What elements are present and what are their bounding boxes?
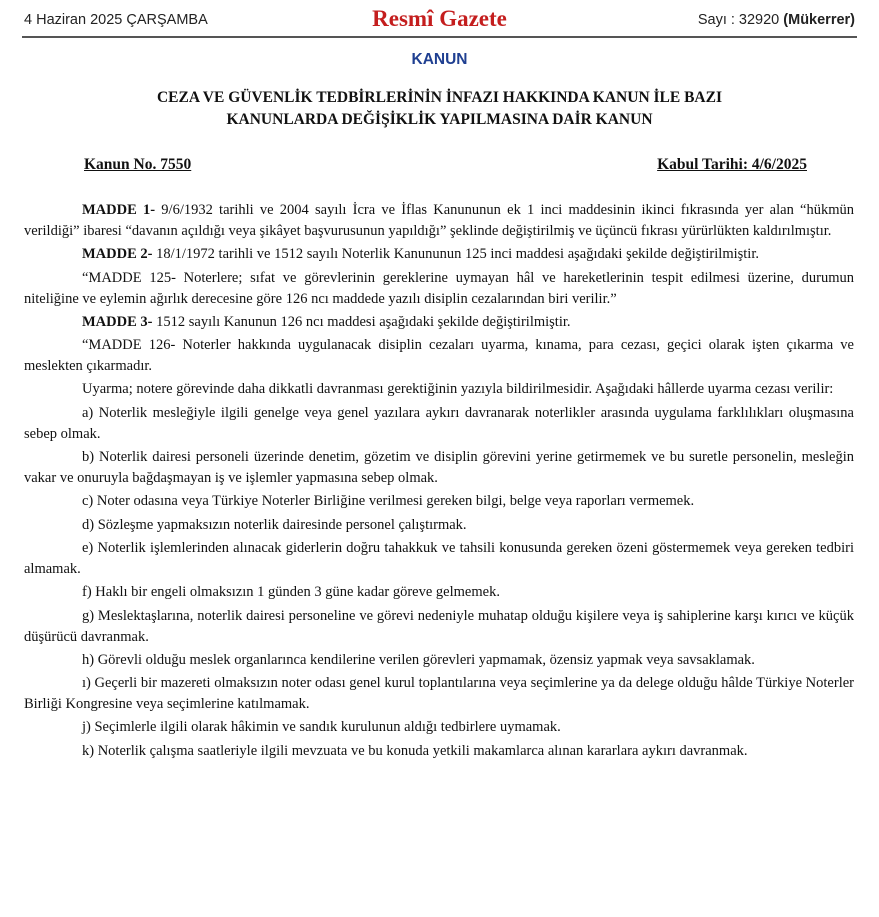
law-paragraph xyxy=(24,582,854,603)
acceptance-date: Kabul Tarihi: 4/6/2025 xyxy=(657,156,807,173)
paragraph-text: a) Noterlik mesleğiyle ilgili genelge veya genel yazılara aykırı davranarak noterlikler arasında uygulama farklılıkları oluşmasına sebep olmak. xyxy=(24,404,854,442)
law-paragraph xyxy=(24,606,854,648)
law-number: Kanun No. 7550 xyxy=(84,156,192,173)
paragraph-text: h) Görevli olduğu meslek organlarınca kendilerine verilen görevleri yapmamak, özensiz yapmak veya savsaklamak. xyxy=(82,651,755,668)
law-paragraph xyxy=(24,268,854,310)
law-paragraph xyxy=(24,650,854,671)
issue-number-text: Sayı : 32920 xyxy=(697,12,784,28)
paragraph-text: “MADDE 126- Noterler hakkında uygulanacak disiplin cezaları uyarma, kınama, para cezası, geçici olarak işten çıkarma ve meslekten çıkarmadır. xyxy=(24,337,854,375)
law-paragraph xyxy=(24,335,854,377)
paragraph-text: ı) Geçerli bir mazereti olmaksızın noter odası genel kurul toplantılarına veya seçimlerine ya da delege olduğu hâlde Türkiye Noterler Birliği Kongresine veya seçimlerine katılmamak. xyxy=(24,675,854,713)
law-paragraph xyxy=(24,379,854,400)
law-paragraph xyxy=(24,673,854,715)
paragraph-text: 9/6/1932 tarihli ve 2004 sayılı İcra ve İflas Kanununun ek 1 inci maddesinin ikinci fıkrasında yer alan “hükmün verildiği” ibaresi “davanın açıldığı veya şikâyet başvurusunun yapıldığı” şeklinde değiştirilmiş ve üçüncü fıkrası yürürlükten kaldırılmıştır. xyxy=(24,202,854,239)
paragraph-text: 18/1/1972 tarihli ve 1512 sayılı Noterlik Kanununun 125 inci maddesi aşağıdaki şekilde değiştirilmiştir. xyxy=(152,246,759,263)
law-paragraph xyxy=(24,312,854,333)
paragraph-text: k) Noterlik çalışma saatleriyle ilgili mevzuata ve bu konuda yetkili makamlarca alınan kararlara aykırı davranmak. xyxy=(82,742,748,759)
paragraph-text: 1512 sayılı Kanunun 126 ncı maddesi aşağıdaki şekilde değiştirilmiştir. xyxy=(152,313,571,330)
law-body xyxy=(24,200,854,764)
paragraph-text: d) Sözleşme yapmaksızın noterlik dairesinde personel çalıştırmak. xyxy=(82,516,467,533)
gazette-header xyxy=(22,6,857,38)
law-paragraph xyxy=(24,538,854,580)
paragraph-text: “MADDE 125- Noterlere; sıfat ve görevlerinin gereklerine uymayan hâl ve hareketlerinin tespit edilmesi üzerine, durumun niteliğine ve eylemin ağırlık derecesine göre 126 ncı maddede yazılı disiplin cezalarından biri verilir.” xyxy=(24,269,854,307)
law-title-line-1: CEZA VE GÜVENLİK TEDBİRLERİNİN İNFAZI HAKKINDA KANUN İLE BAZI xyxy=(156,89,722,106)
law-paragraph xyxy=(24,717,854,738)
publication-date: 4 Haziran 2025 ÇARŞAMBA xyxy=(24,12,208,28)
paragraph-text: e) Noterlik işlemlerinden alınacak giderlerin doğru tahakkuk ve tahsili konusunda gereken özeni göstermemek veya gereken tedbiri almamak. xyxy=(24,539,854,577)
law-paragraph xyxy=(24,200,854,242)
issue-reprint-note: (Mükerrer) xyxy=(783,12,855,28)
gazette-title: Resmî Gazete xyxy=(372,6,507,31)
issue-number xyxy=(698,12,855,28)
law-paragraph xyxy=(24,515,854,536)
law-title xyxy=(60,87,819,131)
law-paragraph xyxy=(24,403,854,445)
document-type: KANUN xyxy=(411,51,468,68)
paragraph-text: g) Meslektaşlarına, noterlik dairesi personeline ve görevi nedeniyle muhatap olduğu kişilere veya iş sahiplerine karşı kırıcı ve küçük düşürücü davranmak. xyxy=(24,607,854,645)
article-label: MADDE 1- xyxy=(82,202,156,218)
law-paragraph xyxy=(24,244,854,265)
law-paragraph xyxy=(24,491,854,512)
paragraph-text: j) Seçimlerle ilgili olarak hâkimin ve sandık kurulunun aldığı tedbirlere uymamak. xyxy=(82,719,561,736)
law-paragraph xyxy=(24,741,854,762)
article-label: MADDE 2- xyxy=(82,246,153,263)
paragraph-text: f) Haklı bir engeli olmaksızın 1 günden 3 güne kadar göreve gelmemek. xyxy=(82,584,500,601)
article-label: MADDE 3- xyxy=(82,313,153,330)
law-title-line-2: KANUNLARDA DEĞİŞİKLİK YAPILMASINA DAİR KANUN xyxy=(226,111,653,128)
paragraph-text: b) Noterlik dairesi personeli üzerinde denetim, gözetim ve disiplin görevini yerine getirmemek ve bu suretle personelin, mesleğin vakar ve onuruyla bağdaşmayan iş ve işlemler yapmasına sebep olmak. xyxy=(24,449,854,487)
paragraph-text: c) Noter odasına veya Türkiye Noterler Birliğine verilmesi gereken bilgi, belge veya raporları vermemek. xyxy=(82,493,695,510)
paragraph-text: Uyarma; notere görevinde daha dikkatli davranması gerektiğinin yazıyla bildirilmesidir. Aşağıdaki hâllerde uyarma cezası verilir: xyxy=(82,381,834,398)
law-paragraph xyxy=(24,447,854,489)
